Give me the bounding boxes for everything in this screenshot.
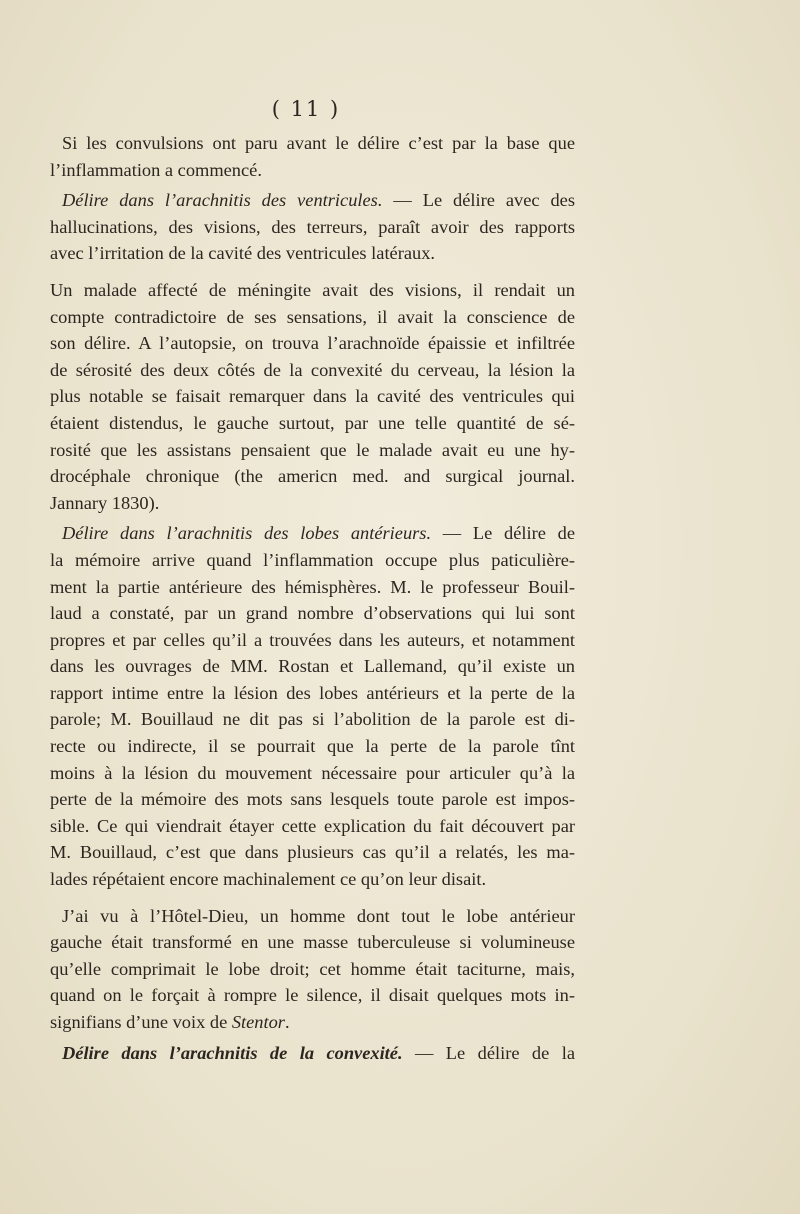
text-line: J’ai vu à l’Hôtel-Dieu, un homme dont tout le lobe antérieur (62, 905, 575, 926)
section-heading: Délire dans l’arachnitis des ventricules. (62, 190, 383, 211)
text-line: compte contradictoire de ses sensations, il avait la conscience de (50, 306, 575, 327)
page-number: ( 11 ) (271, 97, 341, 121)
text-line: rapport intime entre la lésion des lobes antérieurs et la perte de la (50, 682, 575, 703)
text-line: laud a constaté, par un grand nombre d’observations qui lui sont (50, 603, 575, 624)
text-line: signifians d’une voix de Stentor. (50, 1012, 290, 1032)
text-line: ment la partie antérieure des hémisphères. M. le professeur Bouil- (50, 576, 575, 597)
text-line: gauche était transformé en une masse tuberculeuse si volumineuse (50, 932, 575, 953)
text-line: la mémoire arrive quand l’inflammation occupe plus paticulière- (50, 549, 575, 570)
section-heading: Délire dans l’arachnitis des lobes antérieurs. (62, 523, 432, 544)
text-line (50, 520, 575, 547)
text-fragment: — Le délire de (431, 523, 575, 544)
section-heading: Délire dans l’arachnitis de la convexité. (62, 1042, 403, 1063)
text-line: propres et par celles qu’il a trouvées dans les auteurs, et notamment (50, 629, 575, 650)
paragraph (50, 903, 575, 1036)
italic-word: Stentor (231, 1012, 285, 1032)
text-line: lades répétaient encore machinalement ce qu’on leur disait. (50, 869, 487, 890)
text-line: sible. Ce qui viendrait étayer cette explication du fait découvert par (50, 815, 575, 836)
text-line: Jannary 1830). (50, 492, 160, 513)
text-line: Un malade affecté de méningite avait des visions, il rendait un (50, 279, 575, 300)
paragraph (50, 1040, 575, 1067)
text-line: moins à la lésion du mouvement nécessaire pour articuler qu’à la (50, 762, 575, 783)
text-line: plus notable se faisait remarquer dans la cavité des ventricules qui (50, 386, 575, 407)
text-line: l’inflammation a commencé. (50, 159, 262, 180)
text-line: son délire. A l’autopsie, on trouva l’arachnoïde épaissie et infiltrée (50, 333, 575, 354)
text-line: parole; M. Bouillaud ne dit pas si l’abolition de la parole est di- (50, 709, 575, 730)
text-line: M. Bouillaud, c’est que dans plusieurs cas qu’il a relatés, les ma- (50, 842, 575, 863)
text-line: rosité que les assistans pensaient que le malade avait eu une hy- (50, 439, 575, 460)
paragraph (50, 520, 575, 892)
text-line: qu’elle comprimait le lobe droit; cet homme était taciturne, mais, (50, 958, 575, 979)
text-line: quand on le forçait à rompre le silence, il disait quelques mots in- (50, 985, 575, 1006)
page-body (50, 130, 575, 1070)
paragraph (50, 277, 575, 516)
text-line: recte ou indirecte, il se pourrait que la perte de la parole tînt (50, 736, 575, 757)
text-fragment: — Le délire de la (402, 1042, 575, 1063)
paragraph (50, 187, 575, 267)
text-line: drocéphale chronique (the americn med. and surgical journal. (50, 466, 575, 487)
text-fragment: — Le délire avec des (382, 190, 575, 211)
text-line: Si les convulsions ont paru avant le délire c’est par la base que (62, 133, 575, 153)
text-line: perte de la mémoire des mots sans lesquels toute parole est impos- (50, 789, 575, 810)
text-line (50, 1040, 575, 1067)
text-line: de sérosité des deux côtés de la convexité du cerveau, la lésion la (50, 359, 575, 380)
text-line: étaient distendus, le gauche surtout, par une telle quantité de sé- (50, 412, 575, 433)
paragraph (50, 130, 575, 183)
text-line: dans les ouvrages de MM. Rostan et Lallemand, qu’il existe un (50, 656, 575, 677)
text-line: hallucinations, des visions, des terreurs, paraît avoir des rapports (50, 216, 575, 237)
text-line: avec l’irritation de la cavité des ventricules latéraux. (50, 243, 436, 264)
text-line (50, 187, 575, 214)
